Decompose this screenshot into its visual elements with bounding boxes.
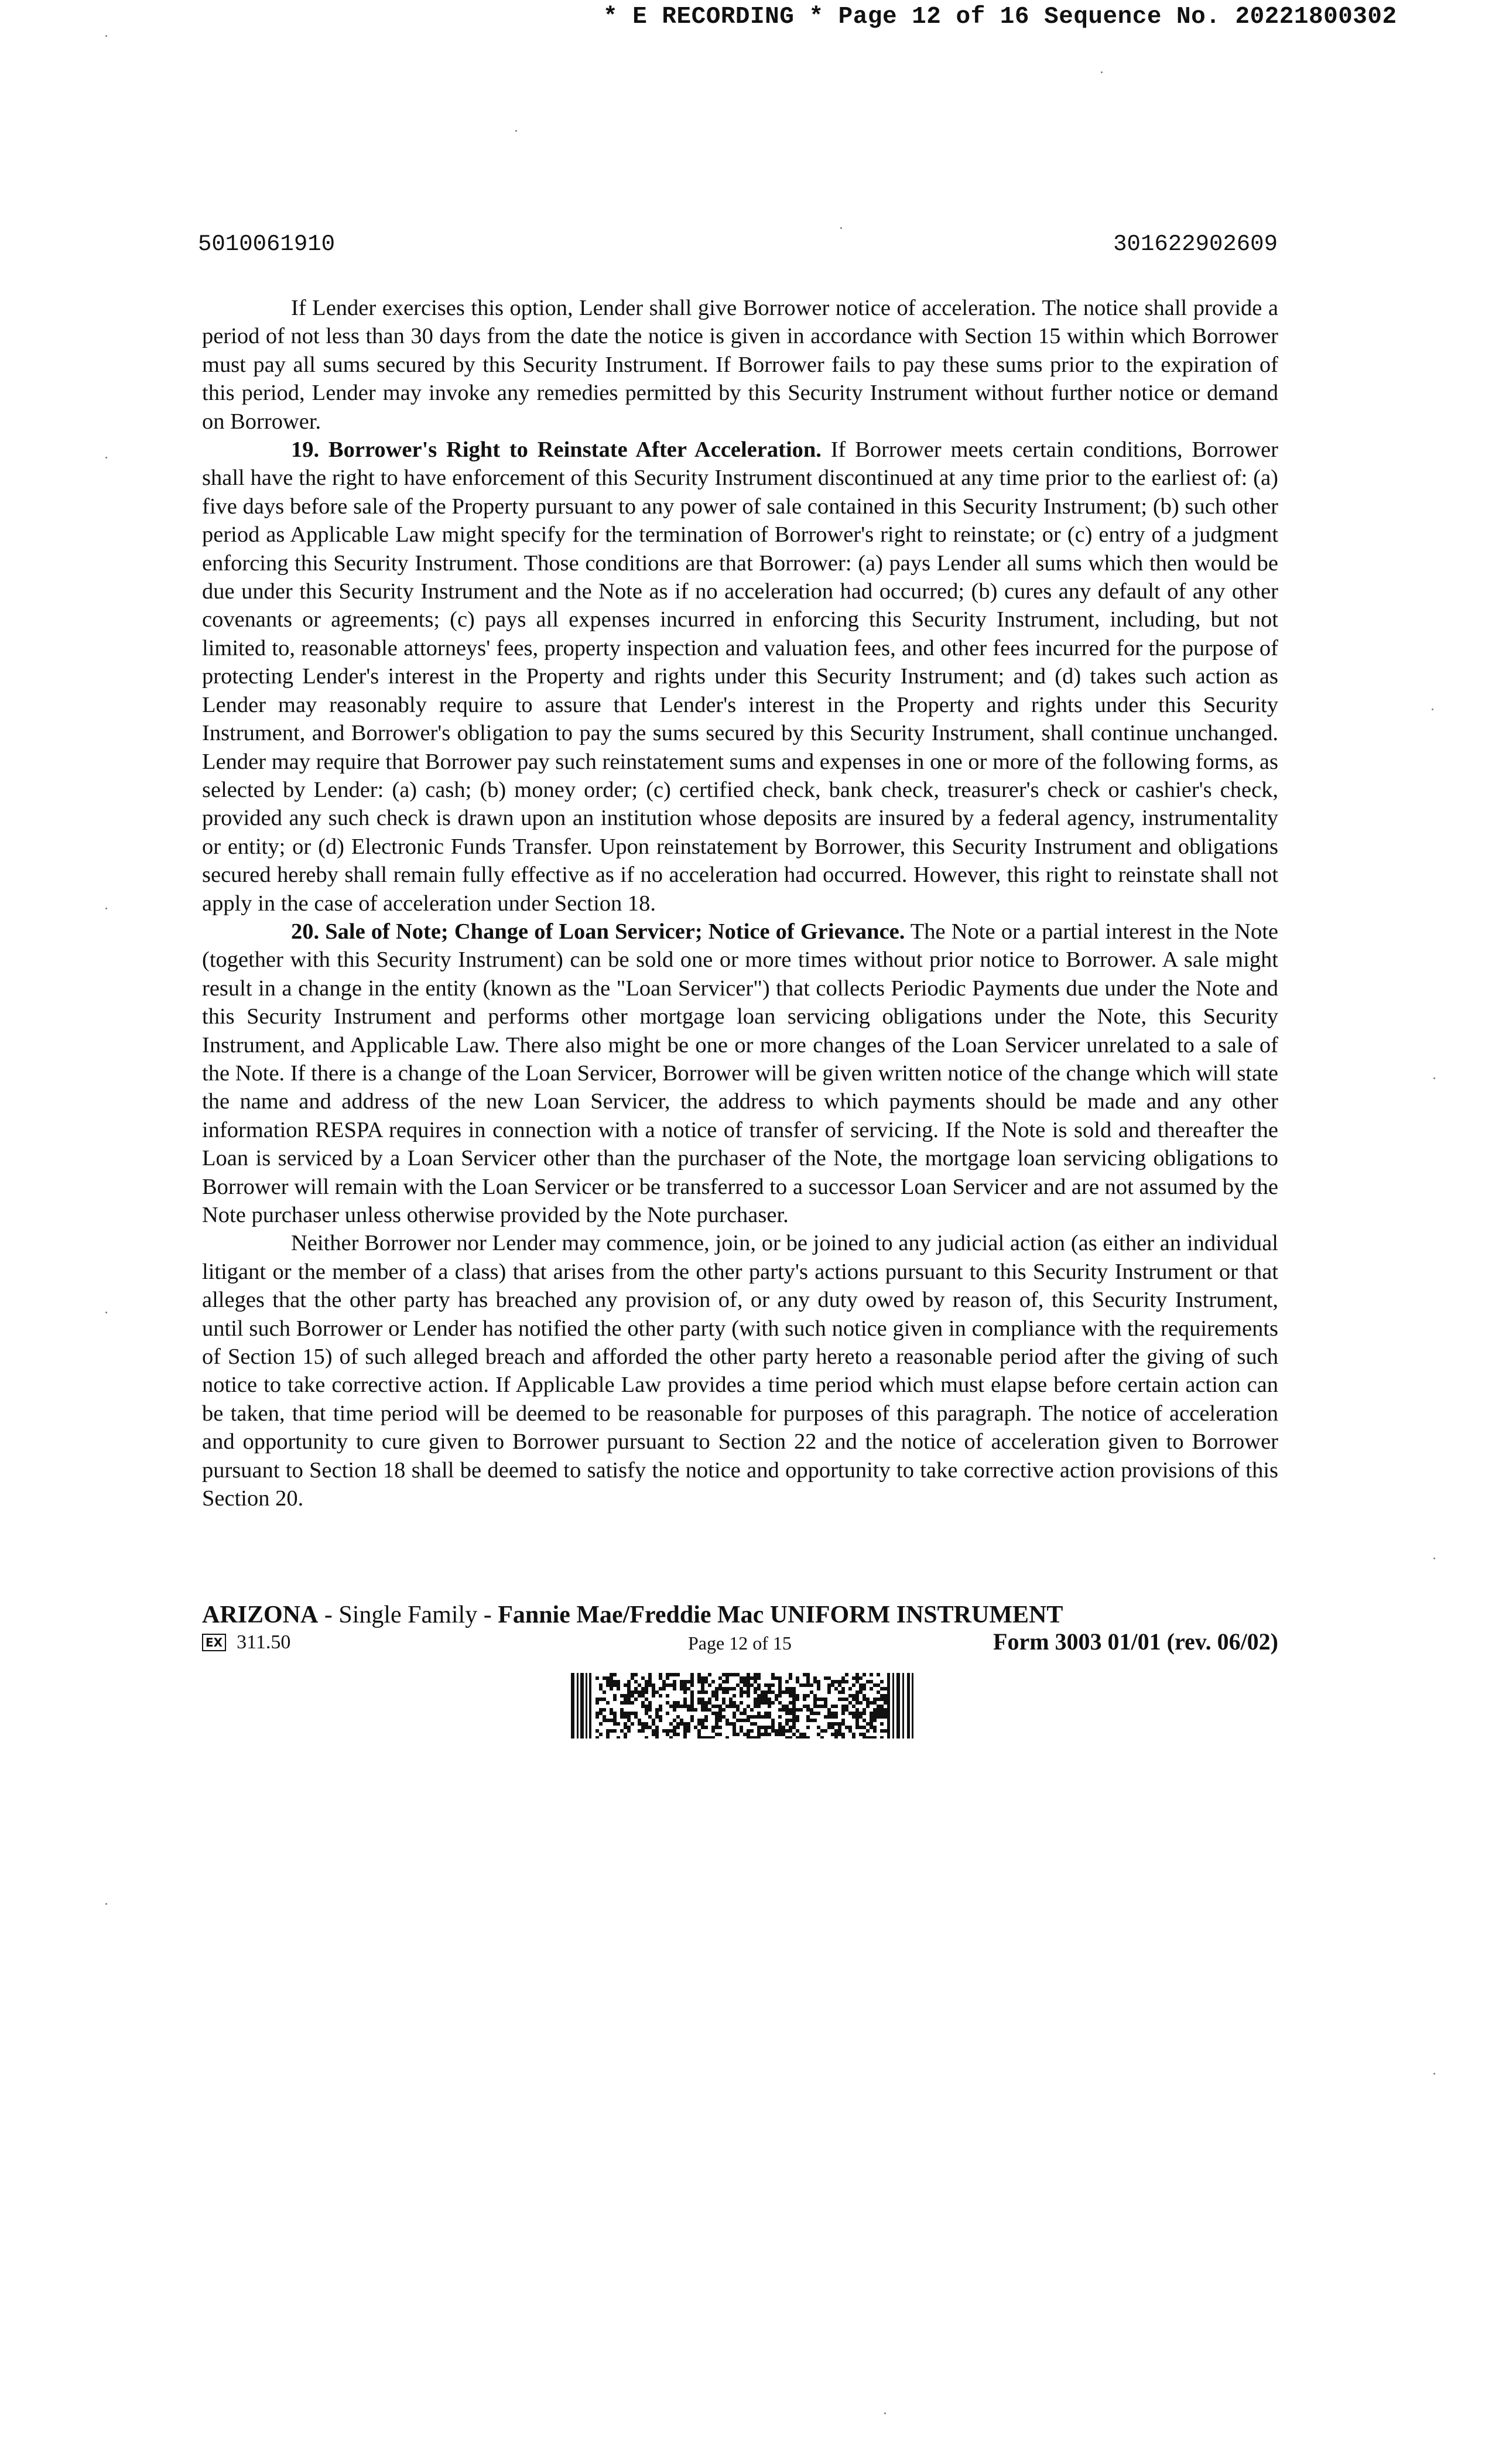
paragraph-text: If Lender exercises this option, Lender shall give Borrower notice of acceleration. The notice shall provide a period of not less than 30 days from the date the notice is given in accordance with Section 15 within which Borrower must pay all sums secured by this Security Instrument. If Borrower fails to pay these sums prior to the expiration of this period, Lender may invoke any remedies permitted by this Security Instrument without further notice or demand on Borrower. bbox=[202, 296, 1278, 434]
paragraph-grievance bbox=[202, 1229, 1278, 1512]
document-body bbox=[202, 294, 1278, 1512]
scan-speck bbox=[1433, 1077, 1435, 1079]
section-20 bbox=[202, 918, 1278, 1229]
scan-speck bbox=[105, 1312, 107, 1313]
scan-speck bbox=[105, 35, 107, 37]
scan-speck bbox=[840, 227, 842, 229]
scan-speck bbox=[515, 130, 517, 132]
scan-speck bbox=[105, 1903, 107, 1905]
page-number: Page 12 of 15 bbox=[688, 1633, 792, 1654]
scan-speck bbox=[1433, 2073, 1435, 2075]
form-code bbox=[202, 1631, 290, 1654]
scan-speck bbox=[1101, 71, 1103, 73]
footer-line bbox=[202, 1628, 1278, 1657]
footer-separator: - Single Family - bbox=[318, 1601, 498, 1628]
footer-title bbox=[202, 1601, 1063, 1629]
scan-speck bbox=[1432, 709, 1433, 710]
form-code-icon: EX bbox=[202, 1634, 226, 1651]
section-heading: 19. Borrower's Right to Reinstate After Acceleration. bbox=[291, 437, 822, 463]
footer-state: ARIZONA bbox=[202, 1601, 319, 1628]
scan-speck bbox=[1433, 1558, 1435, 1559]
section-heading: 20. Sale of Note; Change of Loan Servicer; Notice of Grievance. bbox=[291, 919, 905, 944]
paragraph-text: If Borrower meets certain conditions, Borrower shall have the right to have enforcement of this Security Instrument discontinued at any time prior to the earliest of: (a) five days before sale of the Property pursuant to any power of sale contained in this Security Instrument; (b) such other period as Applicable Law might specify for the termination of Borrower's right to reinstate; or (c) entry of a judgment enforcing this Security Instrument. Those conditions are that Borrower: (a) pays Lender all sums which then would be due under this Security Instrument and the Note as if no acceleration had occurred; (b) cures any default of any other covenants or agreements; (c) pays all expenses incurred in enforcing this Security Instrument, including, but not limited to, reasonable attorneys' fees, property inspection and valuation fees, and other fees incurred for the purpose of protecting Lender's interest in the Property and rights under this Security Instrument; and (d) takes such action as Lender may reasonably require to assure that Lender's interest in the Property and rights under this Security Instrument, and Borrower's obligation to pay the sums secured by this Security Instrument, shall continue unchanged. Lender may require that Borrower pay such reinstatement sums and expenses in one or more of the following forms, as selected by Lender: (a) cash; (b) money order; (c) certified check, bank check, treasurer's check or cashier's check, provided any such check is drawn upon an institution whose deposits are insured by a federal agency, instrumentality or entity; or (d) Electronic Funds Transfer. Upon reinstatement by Borrower, this Security Instrument and obligations secured hereby shall remain fully effective as if no acceleration had occurred. However, this right to reinstate shall not apply in the case of acceleration under Section 18. bbox=[202, 437, 1278, 916]
footer-instrument: Fannie Mae/Freddie Mac UNIFORM INSTRUMENT bbox=[498, 1601, 1063, 1628]
barcode-icon bbox=[571, 1673, 913, 1739]
form-number: Form 3003 01/01 (rev. 06/02) bbox=[993, 1628, 1278, 1655]
paragraph-acceleration-notice bbox=[202, 294, 1278, 436]
form-code-value: 311.50 bbox=[237, 1631, 291, 1653]
scan-speck bbox=[105, 457, 107, 458]
scan-speck bbox=[105, 908, 107, 909]
loan-ids bbox=[198, 231, 1278, 257]
loan-number: 5010061910 bbox=[198, 231, 336, 257]
paragraph-text: The Note or a partial interest in the Note (together with this Security Instrument) can be sold one or more times without prior notice to Borrower. A sale might result in a change in the entity (known as the "Loan Servicer") that collects Periodic Payments due under the Note and this Security Instrument and performs other mortgage loan servicing obligations under the Note, this Security Instrument, and Applicable Law. There also might be one or more changes of the Loan Servicer unrelated to a sale of the Note. If there is a change of the Loan Servicer, Borrower will be given written notice of the change which will state the name and address of the new Loan Servicer, the address to which payments should be made and any other information RESPA requires in connection with a notice of transfer of servicing. If the Note is sold and thereafter the Loan is serviced by a Loan Servicer other than the purchaser of the Note, the mortgage loan servicing obligations to Borrower will remain with the Loan Servicer or be transferred to a successor Loan Servicer and are not assumed by the Note purchaser unless otherwise provided by the Note purchaser. bbox=[202, 919, 1278, 1227]
recording-header: * E RECORDING * Page 12 of 16 Sequence No. 20221800302 bbox=[603, 4, 1397, 30]
min-number: 301622902609 bbox=[1113, 231, 1278, 257]
paragraph-text: Neither Borrower nor Lender may commence, join, or be joined to any judicial action (as either an individual litigant or the member of a class) that arises from the other party's actions pursuant to this Security Instrument or that alleges that the other party has breached any provision of, or any duty owed by reason of, this Security Instrument, until such Borrower or Lender has notified the other party (with such notice given in compliance with the requirements of Section 15) of such alleged breach and afforded the other party hereto a reasonable period after the giving of such notice to take corrective action. If Applicable Law provides a time period which must elapse before certain action can be taken, that time period will be deemed to be reasonable for purposes of this paragraph. The notice of acceleration and opportunity to cure given to Borrower pursuant to Section 22 and the notice of acceleration given to Borrower pursuant to Section 18 shall be deemed to satisfy the notice and opportunity to take corrective action provisions of this Section 20. bbox=[202, 1231, 1278, 1511]
section-19 bbox=[202, 436, 1278, 918]
scan-speck bbox=[884, 2412, 886, 2414]
